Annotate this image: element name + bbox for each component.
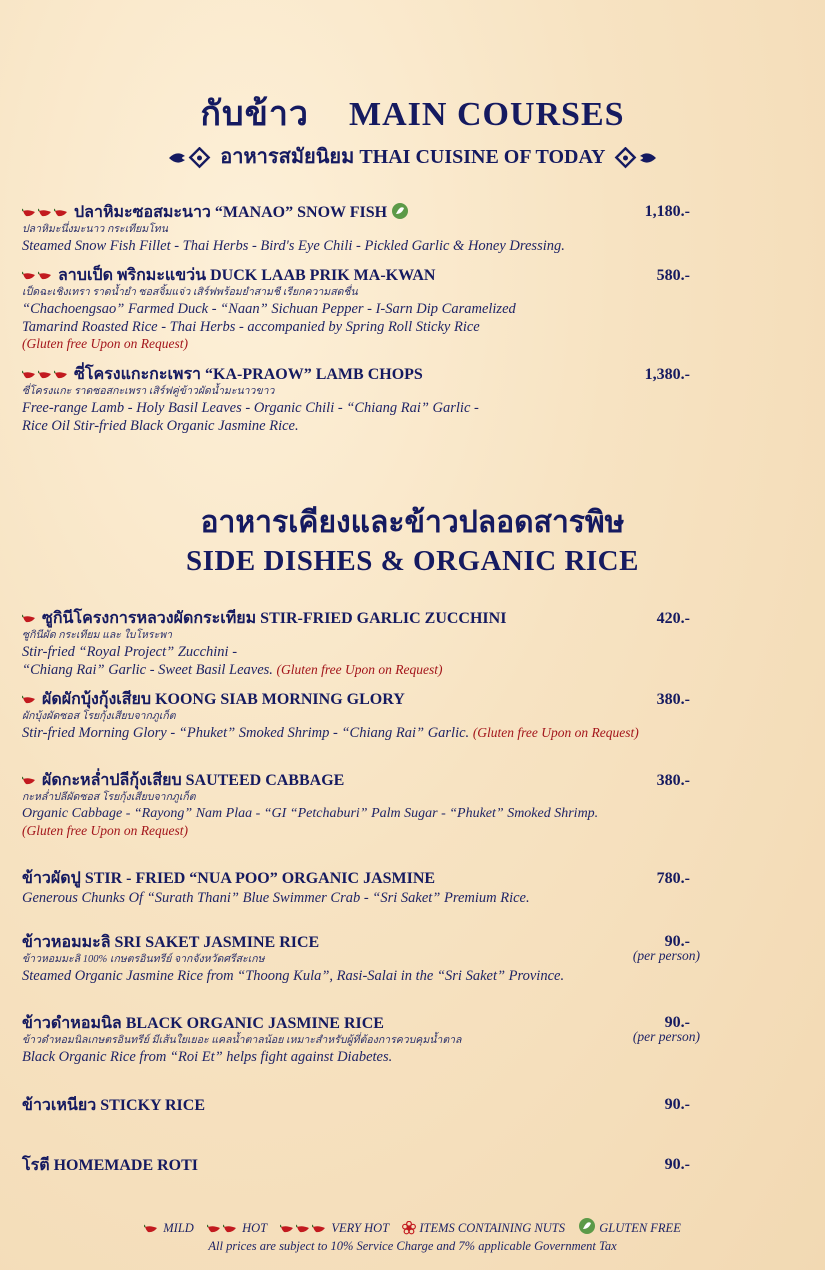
dish-description: Free-range Lamb - Holy Basil Leaves - Organic Chili - “Chiang Rai” Garlic - — [22, 400, 479, 416]
chili-icon — [54, 370, 69, 380]
chili-icon — [296, 1224, 311, 1234]
dish-description: Steamed Organic Jasmine Rice from “Thoong Kula”, Rasi-Salai in the “Sri Saket” Province. — [22, 968, 565, 984]
chili-icon — [22, 271, 37, 281]
chili-icon — [22, 208, 37, 218]
title-thai: กับข้าว — [200, 96, 310, 133]
chili-icon — [144, 1224, 159, 1234]
page-title — [0, 86, 825, 140]
footer-note: All prices are subject to 10% Service Charge and 7% applicable Government Tax — [208, 1239, 617, 1253]
legend — [0, 1217, 825, 1236]
chili-icon — [22, 695, 37, 705]
chili-icon — [207, 1224, 222, 1234]
chili-icon — [223, 1224, 238, 1234]
per-person-note: (per person) — [632, 948, 700, 963]
gluten-free-note: (Gluten free Upon on Request) — [276, 662, 443, 677]
nut-icon — [402, 1221, 416, 1235]
dish-name: ปลาหิมะซอสมะนาว “MANAO” SNOW FISH — [74, 204, 388, 221]
chili-icon — [38, 208, 53, 218]
dish-name: ข้าวเหนียว STICKY RICE — [22, 1097, 205, 1114]
dish-name: ซูกินีโครงการหลวงผัดกระเทียม STIR-FRIED GARLIC ZUCCHINI — [42, 610, 507, 627]
section-title-thai: อาหารเคียงและข้าวปลอดสารพิษ — [200, 506, 625, 539]
dish-name: ซี่โครงแกะกะเพรา “KA-PRAOW” LAMB CHOPS — [74, 366, 423, 383]
chili-icon — [22, 370, 37, 380]
dish-name: ข้าวผัดปู STIR - FRIED “NUA POO” ORGANIC JASMINE — [22, 870, 436, 887]
chili-icon — [280, 1224, 295, 1234]
dish-price: 90.- — [664, 1096, 690, 1113]
dish-price: 380.- — [656, 691, 690, 708]
ornament-left-icon — [167, 147, 215, 169]
dish-thai-description: ซูกินีผัด กระเทียม และ ใบโหระพา — [22, 630, 173, 641]
gluten-free-note: (Gluten free Upon on Request) — [22, 336, 188, 351]
dish-name: ลาบเป็ด พริกมะแขว่น DUCK LAAB PRIK MA-KWAN — [58, 267, 436, 284]
dish-name: ผัดผักบุ้งกุ้งเสียบ KOONG SIAB MORNING GLORY — [42, 691, 405, 708]
subtitle — [0, 140, 825, 172]
title-english: MAIN COURSES — [349, 96, 625, 133]
dish-price: 420.- — [656, 610, 690, 627]
chili-icon — [38, 271, 53, 281]
dish-description: Generous Chunks Of “Surath Thani” Blue Swimmer Crab - “Sri Saket” Premium Rice. — [22, 890, 530, 906]
dish-name: โรตี HOMEMADE ROTI — [22, 1157, 199, 1174]
dish-description: Stir-fried “Royal Project” Zucchini - — [22, 644, 238, 660]
legend-nuts: ITEMS CONTAINING NUTS — [419, 1221, 565, 1235]
dish-description: Organic Cabbage - “Rayong” Nam Plaa - “GI “Petchaburi” Palm Sugar - “Phuket” Smoked Shrimp. — [22, 806, 599, 821]
chili-icon-group — [22, 267, 58, 284]
dish-price: 1,180.- — [644, 203, 690, 220]
dish-description: Tamarind Roasted Rice - Thai Herbs - accompanied by Spring Roll Sticky Rice — [22, 319, 480, 335]
dish-thai-description: ซี่โครงแกะ ราดซอสกะเพรา เสิร์ฟคู่ข้าวผัดน้ำมะนาวขาว — [22, 386, 275, 397]
legend-very-hot: VERY HOT — [331, 1221, 390, 1235]
legend-gluten-free: GLUTEN FREE — [599, 1221, 681, 1235]
chili-icon-group — [22, 366, 74, 383]
dish-price: 380.- — [656, 772, 690, 789]
dish-thai-description: ปลาหิมะนึ่งมะนาว กระเทียมโทน — [22, 224, 168, 235]
gluten-free-note: (Gluten free Upon on Request) — [472, 725, 639, 740]
dish-price: 780.- — [656, 870, 690, 887]
dish-description-row — [22, 724, 722, 742]
gluten-free-note: (Gluten free Upon on Request) — [22, 823, 188, 838]
chili-icon-group — [22, 204, 74, 221]
dish-price: 1,380.- — [644, 366, 690, 383]
gluten-free-icon — [578, 1217, 596, 1235]
legend-hot: HOT — [242, 1221, 268, 1235]
chili-icon — [22, 776, 37, 786]
dish-description: Stir-fried Morning Glory - “Phuket” Smoked Shrimp - “Chiang Rai” Garlic. — [22, 725, 470, 741]
dish-thai-description: เป็ดฉะเชิงเทรา ราดน้ำยำ ซอสจิ้มแจ่ว เสิร์ฟพร้อมยำสามชี เรียกความสดชื่น — [22, 287, 358, 298]
dish-description: Steamed Snow Fish Fillet - Thai Herbs - Bird's Eye Chili - Pickled Garlic & Honey Dressing. — [22, 238, 565, 254]
dish-name: ข้าวหอมมะลิ SRI SAKET JASMINE RICE — [22, 934, 320, 951]
per-person-note: (per person) — [632, 1029, 700, 1044]
ornament-right-icon — [610, 147, 658, 169]
gluten-free-icon — [391, 202, 409, 220]
dish-thai-description: ผักบุ้งผัดซอส โรยกุ้งเสียบจากภูเก็ต — [22, 711, 176, 722]
dish-thai-description: ข้าวหอมมะลิ 100% เกษตรอินทรีย์ จากจังหวัดศรีสะเกษ — [22, 954, 265, 965]
dish-name: ข้าวดำหอมนิล BLACK ORGANIC JASMINE RICE — [22, 1015, 384, 1032]
dish-thai-description: ข้าวดำหอมนิลเกษตรอินทรีย์ มีเส้นใยเยอะ แคลน้ำตาลน้อย เหมาะสำหรับผู้ที่ต้องการควบคุมน้ำตาล — [22, 1035, 462, 1046]
section-title-english: SIDE DISHES & ORGANIC RICE — [186, 545, 639, 577]
subtitle-text: อาหารสมัยนิยม THAI CUISINE OF TODAY — [220, 146, 605, 168]
dish-price: 90.- — [664, 1014, 690, 1031]
dish-description-row — [22, 661, 722, 679]
chili-icon — [54, 208, 69, 218]
chili-icon — [22, 614, 37, 624]
dish-price: 90.- — [664, 1156, 690, 1173]
dish-description: “Chachoengsao” Farmed Duck - “Naan” Sichuan Pepper - I-Sarn Dip Caramelized — [22, 301, 516, 317]
dish-price: 580.- — [656, 267, 690, 284]
legend-mild: MILD — [163, 1221, 194, 1235]
chili-icon — [38, 370, 53, 380]
chili-icon — [312, 1224, 327, 1234]
section-title-side-dishes — [0, 505, 825, 581]
dish-description: “Chiang Rai” Garlic - Sweet Basil Leaves. — [22, 662, 273, 678]
dish-description: Rice Oil Stir-fried Black Organic Jasmine Rice. — [22, 418, 299, 434]
dish-name: ผัดกะหล่ำปลีกุ้งเสียบ SAUTEED CABBAGE — [42, 772, 345, 789]
dish-description: Black Organic Rice from “Roi Et” helps fight against Diabetes. — [22, 1049, 393, 1065]
dish-price: 90.- — [664, 933, 690, 950]
dish-thai-description: กะหล่ำปลีผัดซอส โรยกุ้งเสียบจากภูเก็ต — [22, 792, 196, 803]
